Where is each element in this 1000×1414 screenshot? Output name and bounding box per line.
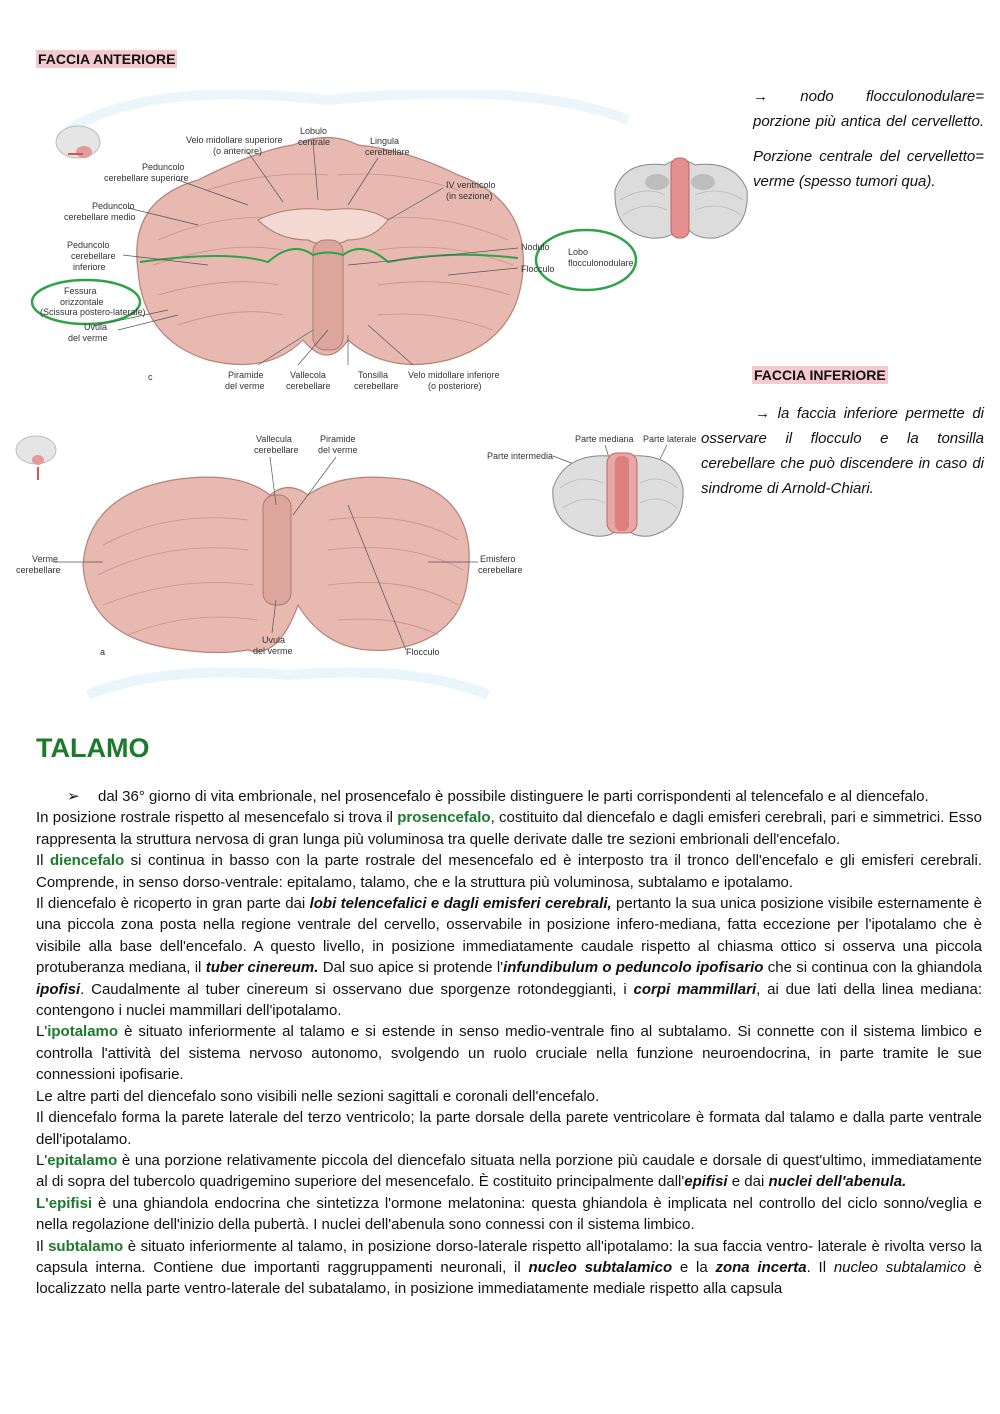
label-ped-sup-2: cerebellare superiore: [104, 173, 189, 183]
label-vallecula: Vallecula: [256, 434, 292, 444]
paragraph-epitalamo: L'epitalamo è una porzione relativamente piccola del diencefalo situata nella porzione più caudale e dorsale di quest'ultimo, immediatamente al di sopra del tubercolo quadrigemino superiore del mesencefalo. È costituito principalmente dall'epifisi e dai nuclei dell'abenula.: [36, 1151, 982, 1191]
paragraph-ricoperto: Il diencefalo è ricoperto in gran parte dai lobi telencefalici e dagli emisferi cerebrali, pertanto la sua unica posizione visibile esternamente è una piccola zona posta nella regione ventrale del cervello, osservabile in posizione infero-mediana, fatta eccezione per l'ipotalamo che è visibile alla base dell'encefalo. A questo livello, in posizione immediatamente caudale rispetto al chiasma ottico si osserva una piccola protuberanza mediana, il tuber cinereum. Dal suo apice si protende l'infundibulum o peduncolo ipofisario che si continua con la ghiandola ipofisi. Caudalmente al tuber cinereum si osservano due sporgenze rotondeggianti, i corpi mammillari, ai due lati della linea mediana: contengono i nuclei mammillari dell'ipotalamo.: [36, 895, 983, 1020]
label-flocculo-inf: Flocculo: [406, 647, 440, 657]
paragraph-parete: Il diencefalo forma la parete laterale del terzo ventricolo; la parte dorsale della parete ventricolare è formata dal talamo e dalla parte ventrale dell'ipotalamo.: [36, 1109, 982, 1148]
note-flocculo-tonsilla: → la faccia inferiore permette di osservare il flocculo e la tonsilla cerebellare che può discendere in caso di sindrome di Arnold-Chiari.: [701, 405, 984, 497]
label-ped-med-2: cerebellare medio: [64, 212, 136, 222]
label-velo-inf-2: (o posteriore): [428, 381, 482, 391]
note-anterior: [753, 84, 984, 204]
label-parte-mediana: Parte mediana: [575, 434, 634, 444]
arrow-bullet-icon: ➢: [67, 788, 80, 805]
label-piramide-inf: Piramide: [320, 434, 356, 444]
label-lobo-2: flocculonodulare: [568, 258, 634, 268]
label-uvula: Uvula: [84, 322, 108, 332]
figure-letter-c: c: [148, 372, 153, 382]
label-ped-inf-3: inferiore: [73, 262, 106, 272]
paragraph-altre-parti: Le altre parti del diencefalo sono visibili nelle sezioni sagittali e coronali dell'encefalo.: [36, 1087, 600, 1105]
bullet-item: [36, 786, 982, 807]
paragraph-subtalamo: Il subtalamo è situato inferiormente al talamo, in posizione dorso-laterale rispetto all'ipotalamo: la sua faccia ventro- laterale è rivolta verso la capsula interna. Contiene due importanti raggruppamenti neuronali, il nucleo subtalamico e la zona incerta. Il nucleo subtalamico è localizzato nella parte ventro-laterale del subatalamo, in posizione immediatamente mediale rispetto alla capsula: [36, 1237, 982, 1298]
paragraph-prosencefalo: In posizione rostrale rispetto al mesencefalo si trova il prosencefalo, costituito dal diencefalo e dagli emisferi cerebrali, pari e simmetrici. Esso rappresenta la struttura nervosa di gran lunga più voluminosa tra quelle derivate dalle tre sezioni embrionali dell'encefalo.: [36, 809, 983, 848]
label-vallecola: Vallecola: [290, 370, 326, 380]
label-iv-ventricolo: IV ventricolo: [446, 180, 496, 190]
label-lobulo: Lobulo: [300, 126, 328, 136]
label-verme: Verme: [32, 554, 59, 564]
label-tonsilla: Tonsilla: [358, 370, 389, 380]
label-emisfero: Emisfero: [480, 554, 516, 564]
label-iv-ventricolo-2: (in sezione): [446, 191, 493, 201]
note-nodo: → nodo flocculonodulare= porzione più antica del cervelletto.: [753, 88, 984, 130]
brain-orientation-icon: [56, 126, 100, 158]
label-lingula: Lingula: [370, 136, 400, 146]
paragraph-diencefalo: Il diencefalo si continua in basso con la parte rostrale del mesencefalo ed è interposto tra il tronco dell'encefalo e gli emisferi cerebrali. Comprende, in senso dorso-ventrale: epitalamo, talamo, che e la struttura più voluminosa, subtalamo e ipotalamo.: [36, 852, 982, 891]
label-vallecula-2: cerebellare: [254, 445, 299, 455]
heading-faccia-anteriore: FACCIA ANTERIORE: [38, 51, 176, 67]
label-ped-inf: Peduncolo: [67, 240, 110, 250]
section-title-talamo: TALAMO: [36, 733, 150, 763]
label-uvula-inf: Uvula: [262, 635, 286, 645]
label-ped-sup: Peduncolo: [142, 162, 185, 172]
label-flocculo: Flocculo: [521, 264, 555, 274]
cerebellum-schematic-inferior: [485, 428, 700, 543]
label-parte-laterale: Parte laterale: [643, 434, 697, 444]
label-fessura: Fessura: [64, 286, 97, 296]
label-fessura-2: orizzontale: [60, 297, 104, 307]
cerebellum-anterior-figure: [28, 90, 668, 395]
label-velo-sup-2: (o anteriore): [213, 146, 263, 156]
paragraph-epifisi: L'epifisi è una ghiandola endocrina che sintetizza l'ormone melatonina: questa ghiandola è implicata nel controllo del ciclo sonno/veglia e nella regolazione dell'inizio della pubertà. I nuclei dell'abenula sono connessi con il sistema limbico.: [36, 1194, 982, 1234]
label-vallecola-2: cerebellare: [286, 381, 331, 391]
label-lobo: Lobo: [568, 247, 589, 257]
label-lingula-2: cerebellare: [365, 147, 410, 157]
bullet-text: dal 36° giorno di vita embrionale, nel prosencefalo è possibile distinguere le parti corrispondenti al telencefalo e al diencefalo.: [98, 788, 929, 805]
label-uvula-inf-2: del verme: [253, 646, 293, 656]
label-parte-intermedia: Parte intermedia: [487, 451, 554, 461]
label-lobulo-2: centrale: [298, 137, 331, 147]
label-piramide-inf-2: del verme: [318, 445, 358, 455]
figure-letter-a: a: [100, 647, 106, 657]
heading-faccia-inferiore: FACCIA INFERIORE: [754, 367, 886, 383]
cerebellum-schematic-anterior: [605, 150, 755, 245]
label-fessura-3: (Scissura postero-laterale): [40, 307, 146, 317]
label-velo-inf: Velo midollare inferiore: [408, 370, 500, 380]
label-verme-2: cerebellare: [16, 565, 61, 575]
label-tonsilla-2: cerebellare: [354, 381, 399, 391]
talamo-body-text: [36, 786, 982, 1300]
label-piramide: Piramide: [228, 370, 264, 380]
paragraph-ipotalamo: L'ipotalamo è situato inferiormente al talamo e si estende in senso medio-ventrale fino al subtalamo. Si connette con il sistema limbico e controlla l'attività del sistema nervoso autonomo, svolgendo un ruolo cruciale nella funzione neuroendocrina, in parte tramite le sue connessioni ipofisarie.: [36, 1023, 982, 1084]
label-emisfero-2: cerebellare: [478, 565, 523, 575]
label-ped-inf-2: cerebellare: [71, 251, 116, 261]
note-verme: Porzione centrale del cervelletto= verme (spesso tumori qua).: [753, 148, 984, 190]
label-velo-sup: Velo midollare superiore: [186, 135, 283, 145]
label-piramide-2: del verme: [225, 381, 265, 391]
label-ped-med: Peduncolo: [92, 201, 135, 211]
note-inferior: [701, 401, 984, 511]
label-nodulo: Nodulo: [521, 242, 550, 252]
cerebellum-inferior-figure: [8, 425, 568, 715]
brain-orientation-icon-2: [16, 436, 56, 480]
label-uvula-2: del verme: [68, 333, 108, 343]
